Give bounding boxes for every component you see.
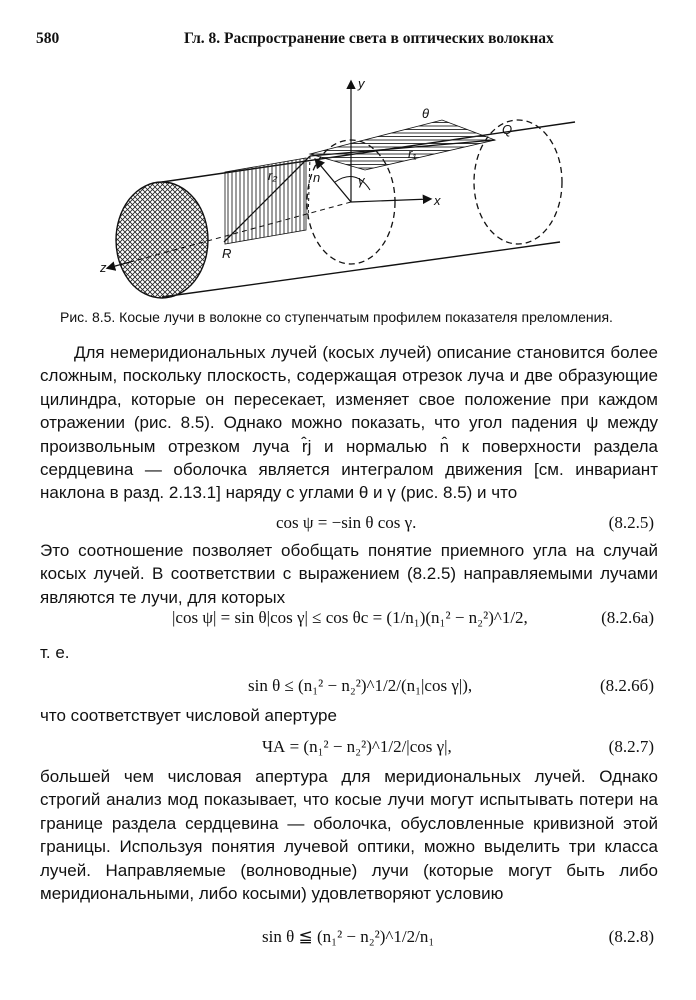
ray-plane-rear <box>310 120 495 170</box>
equation-body: |cos ψ| = sin θ|cos γ| ≤ cos θc = (1/n₁)(n₁² − n₂²)^1/2, <box>172 608 528 627</box>
equation-body: cos ψ = −sin θ cos γ. <box>276 513 417 532</box>
fiber-end-face <box>116 182 208 298</box>
normal-vector <box>316 160 351 202</box>
paragraph-1: Для немеридиональных лучей (косых лучей) описание становится более сложным, поскольку плоскость, содержащая отрезок луча и две образующие цилиндра, которые он пересекает, изменяет свое положение при каждом отражении (рис. 8.5). Однако можно показать, что угол падения ψ между произвольным отрезком луча r̂j и нормалью n̂ к поверхности раздела сердцевина — оболочка является интегралом движения [см. инвариант наклона в разд. 2.13.1] наряду с углами θ и γ (рис. 8.5) и что <box>40 343 658 503</box>
equation-8-2-5 <box>40 513 658 537</box>
figure-caption: Рис. 8.5. Косые лучи в волокне со ступенчатым профилем показателя преломления. <box>60 309 613 325</box>
x-axis-label: x <box>434 193 441 208</box>
equation-8-2-8 <box>40 927 658 951</box>
y-axis-label: y <box>358 76 365 91</box>
z-axis-label: z <box>100 260 107 275</box>
theta-label: θ <box>422 106 430 121</box>
figure-8-5 <box>70 72 630 302</box>
equation-8-2-6a <box>40 608 658 632</box>
x-axis <box>351 199 430 202</box>
equation-number: (8.2.8) <box>608 927 654 946</box>
equation-number: (8.2.7) <box>608 737 654 756</box>
page-header <box>36 30 660 52</box>
equation-number: (8.2.6б) <box>600 676 654 695</box>
paragraph-4: большей чем числовая апертура для меридиональных лучей. Однако строгий анализ мод показывает, что косые лучи могут испытывать потери на границе раздела сердцевина — оболочка, обусловленные кривизной этой границы. Используя понятия лучевой оптики, можно выделить три класса лучей. Направляемые (волноводные) лучи (которые могут быть либо меридиональными, либо косыми) удовлетворяют условию <box>40 767 658 904</box>
te-text: т. е. <box>40 643 70 662</box>
point-R-label: R <box>222 246 232 261</box>
equation-8-2-6b <box>40 676 658 700</box>
equation-body: sin θ ≦ (n₁² − n₂²)^1/2/n₁ <box>262 927 435 946</box>
equation-body: ЧА = (n₁² − n₂²)^1/2/|cos γ|, <box>262 737 452 756</box>
equation-body: sin θ ≤ (n₁² − n₂²)^1/2/(n₁|cos γ|), <box>248 676 473 695</box>
gamma-label: γ <box>358 173 365 188</box>
equation-number: (8.2.5) <box>608 513 654 532</box>
r2-label: r₂ <box>268 168 278 183</box>
normal-n-label: n <box>313 170 321 185</box>
page-number: 580 <box>36 30 60 47</box>
running-title: Гл. 8. Распространение света в оптических волокнах <box>184 30 554 47</box>
paragraph-2: Это соотношение позволяет обобщать понятие приемного угла на случай косых лучей. В соответствии с выражением (8.2.5) направляемыми лучами являются те лучи, для которых <box>40 541 658 607</box>
r1-label: r₁ <box>408 146 417 161</box>
gamma-arc <box>335 177 370 190</box>
equation-number: (8.2.6a) <box>601 608 654 627</box>
equation-8-2-7 <box>40 737 658 761</box>
paragraph-3: что соответствует числовой апертуре <box>40 706 337 725</box>
point-Q-label: Q <box>502 122 513 137</box>
fiber-diagram <box>70 72 630 302</box>
